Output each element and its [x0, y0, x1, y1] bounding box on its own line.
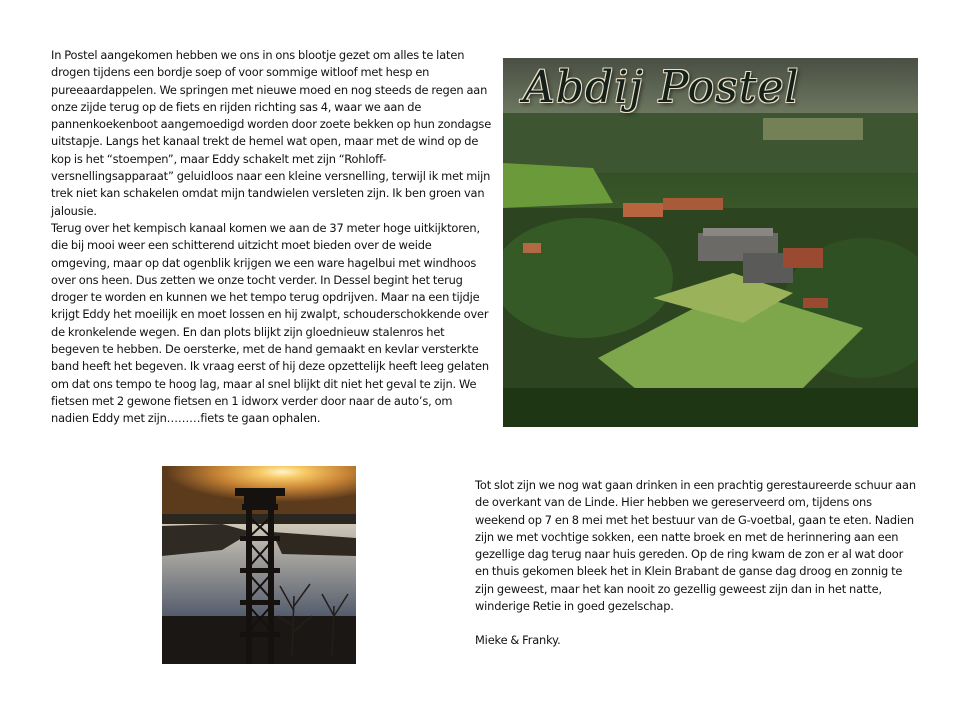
story-paragraph-2: Terug over het kempisch kanaal komen we aan de 37 meter hoge uitkijktoren, die bij mooi weer een schitterend uitzicht moet bieden over de weide omgeving, maar op dat ogenblik krijgen we een ware hagelbui met windhoos over ons heen. Dus zetten we onze tocht verder. In Dessel begint het terug droger te worden en kunnen we het tempo terug opdrijven. Maar na een tijdje krijgt Eddy het moeilijk en moet lossen en hij zwalpt, schouderschokkende over de kronkelende wegen. En dan plots blijkt zijn gloednieuw stalenros het begeven te hebben. De oersterke, met de hand gemaakt en kevlar versterkte band heeft het begeven. Ik vraag eerst of hij deze opzettelijk heeft leeg gelaten om dat ons tempo te hoog lag, maar al snel blijkt dit niet het geval te zijn. We fietsen met 2 gewone fietsen en 1 idworx verder door naar de auto’s, om nadien Eddy met zijn………fiets te gaan ophalen.	[51, 220, 489, 426]
lookout-tower-photo	[162, 466, 356, 664]
sign-off: Mieke & Franky.	[475, 633, 561, 648]
tower-photo-scene	[162, 466, 356, 664]
abbey-photo-title: Abdij Postel	[523, 62, 800, 113]
story-right	[475, 477, 920, 650]
abbey-photo-scene	[503, 58, 918, 427]
story-left	[51, 47, 493, 428]
story-closing-paragraph: Tot slot zijn we nog wat gaan drinken in een prachtig gerestaureerde schuur aan de overkant van de Linde. Hier hebben we gereserveerd om, tijdens ons weekend op 7 en 8 mei met het bestuur van de G-voetbal, gaan te eten. Nadien zijn we met vochtige sokken, een natte broek en met de herinnering aan een gezellige dag terug naar huis gereden. Op de ring kwam de zon er al wat door en thuis gekomen bleek het in Klein Brabant de ganse dag droog en zonnig te zijn geweest, maar het kan nooit zo gezellig geweest zijn dan in het natte, winderige Retie in goed gezelschap.	[475, 478, 916, 614]
story-paragraph-1: In Postel aangekomen hebben we ons in ons blootje gezet om alles te laten drogen tijdens een bordje soep of voor sommige witloof met hesp en pureeaardappelen. We springen met nieuwe moed en nog steeds de regen aan onze zijde terug op de fiets en rijden richting sas 4, waar we aan de pannenkoekenboot aangemoedigd worden door zoete bekken op hun zondagse uitstapje. Langs het kanaal trekt de hemel wat open, maar met de wind op de kop is het “stoempen”, maar Eddy schakelt met zijn “Rohloff-versnellingsapparaat” geluidloos naar een kleine versnelling, terwijl ik met mijn trek niet kan schakelen omdat mijn tandwielen versleten zijn. Ik ben groen van jalousie.	[51, 48, 492, 218]
abbey-aerial-photo	[503, 58, 918, 427]
